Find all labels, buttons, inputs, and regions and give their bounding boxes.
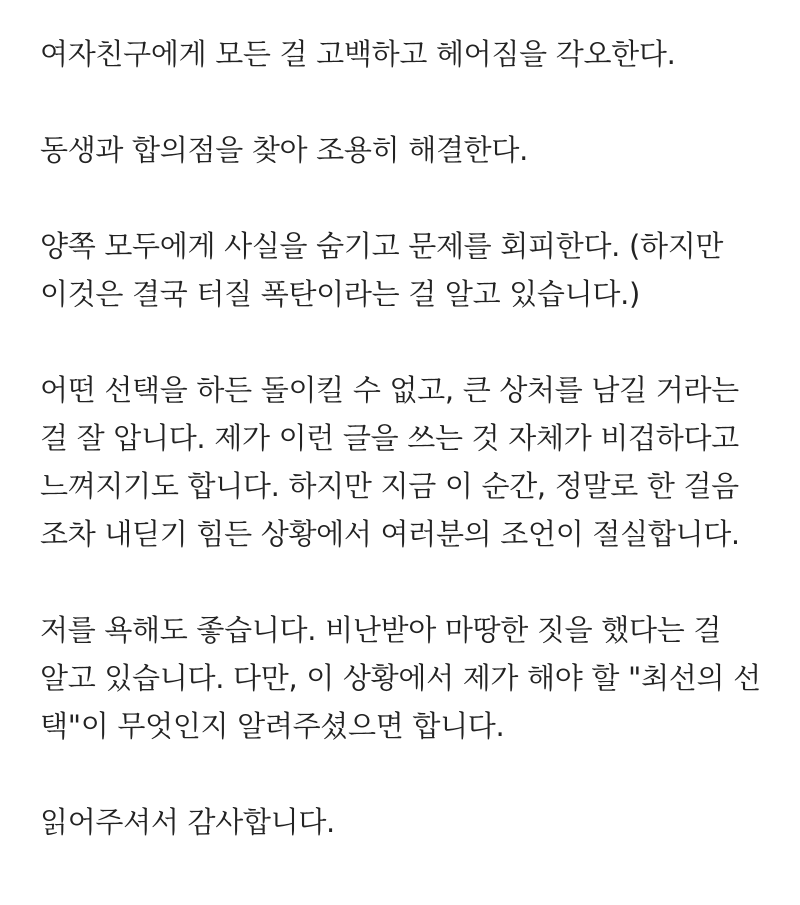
- text-line: 저를 욕해도 좋습니다. 비난받아 마땅한 짓을 했다는 걸: [40, 613, 722, 647]
- paragraph: [40, 222, 760, 318]
- paragraph: [40, 126, 760, 174]
- post-body: [40, 30, 760, 846]
- text-line: 알고 있습니다. 다만, 이 상황에서 제가 해야 할 "최선의 선: [40, 661, 761, 695]
- text-line: 여자친구에게 모든 걸 고백하고 헤어짐을 각오한다.: [40, 37, 676, 71]
- text-line: 조차 내딛기 힘든 상황에서 여러분의 조언이 절실합니다.: [40, 517, 740, 551]
- paragraph: [40, 798, 760, 846]
- text-line: 택"이 무엇인지 알려주셨으면 합니다.: [40, 709, 505, 743]
- text-line: 동생과 합의점을 찾아 조용히 해결한다.: [40, 133, 529, 167]
- paragraph: [40, 30, 760, 78]
- text-line: 느껴지기도 합니다. 하지만 지금 이 순간, 정말로 한 걸음: [40, 469, 739, 503]
- text-line: 어떤 선택을 하든 돌이킬 수 없고, 큰 상처를 남길 거라는: [40, 373, 739, 407]
- text-line: 양쪽 모두에게 사실을 숨기고 문제를 회피한다. (하지만: [40, 229, 724, 263]
- text-line: 이것은 결국 터질 폭탄이라는 걸 알고 있습니다.): [40, 277, 641, 311]
- paragraph: [40, 366, 760, 558]
- text-line: 읽어주셔서 감사합니다.: [40, 805, 335, 839]
- text-line: 걸 잘 압니다. 제가 이런 글을 쓰는 것 자체가 비겁하다고: [40, 421, 739, 455]
- paragraph: [40, 606, 760, 750]
